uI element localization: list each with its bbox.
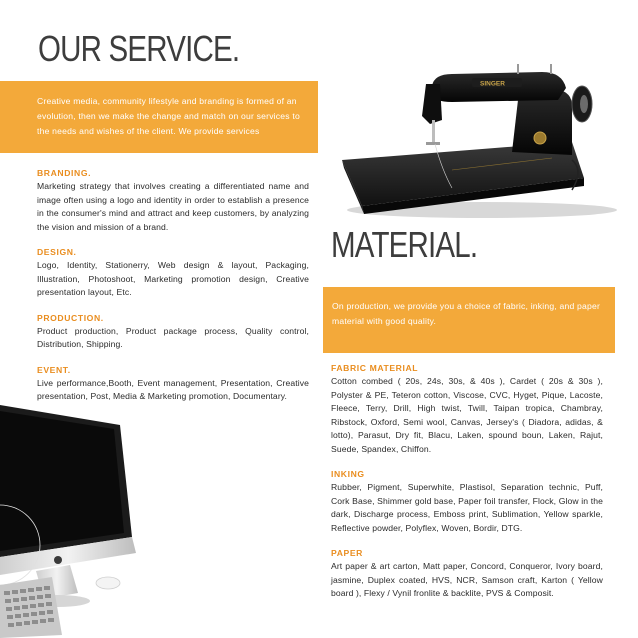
section-heading: BRANDING. (37, 168, 92, 178)
service-section-branding (37, 167, 309, 234)
computer-image (0, 405, 180, 638)
machine-brand-label: SINGER (480, 80, 505, 88)
service-intro-text: Creative media, community lifestyle and branding is formed of an evolution, then we make the change and match on our services to the needs and wishes of the client. We provide services (37, 96, 300, 136)
material-sections (331, 362, 603, 613)
service-section-design (37, 246, 309, 300)
section-heading: FABRIC MATERIAL (331, 363, 419, 373)
sewing-machine-image (322, 60, 622, 220)
section-heading: PAPER (331, 548, 363, 558)
section-body: Marketing strategy that involves creating a differentiated name and image often using a logo and identity in order to establish a presence in the consumer's mind and attract and keep customers, by analyzing the vision and mission of a brand. (37, 181, 309, 232)
section-heading: DESIGN. (37, 247, 77, 257)
section-body: Live performance,Booth, Event management, Presentation, Creative presentation, Post, Media & Marketing promotion, Documentary. (37, 377, 309, 401)
material-intro-text: On production, we provide you a choice of fabric, inking, and paper material with good quality. (332, 301, 601, 326)
service-section-production (37, 312, 309, 352)
material-section-inking (331, 468, 603, 535)
section-heading: EVENT. (37, 364, 71, 375)
section-body: Rubber, Pigment, Superwhite, Plastisol, Separation technic, Puff, Cork Base, Shimmer gold base, Paper foil transfer, Flock, Glow in the dark, Discharge process, Emboss print, Sublimation, Yellow sparkle, Reflective powder, Polyflex, Woven, Bordir, DTG. (331, 482, 603, 533)
material-section-paper (331, 547, 603, 601)
section-heading: PRODUCTION. (37, 312, 104, 323)
material-title: MATERIAL. (331, 224, 478, 265)
section-body: Product production, Product package process, Quality control, Distribution, Shipping. (37, 325, 309, 349)
service-section-event (37, 364, 309, 404)
section-body: Art paper & art carton, Matt paper, Concord, Conqueror, Ivory board, jasmine, Duplex coated, HVS, NCR, Samson craft, Karton ( Yellow board ), Flexy / Vynil fronlite & backlite, PVS & Composit. (331, 561, 603, 598)
section-body: Logo, Identity, Stationerry, Web design & layout, Packaging, Illustration, Photoshoot, Marketing promotion design, Creative presentation layout, Etc. (37, 260, 309, 297)
section-heading: INKING (331, 469, 365, 479)
service-sections (37, 167, 309, 416)
service-title: OUR SERVICE. (38, 28, 240, 69)
material-intro-band (323, 287, 615, 353)
service-intro-band (0, 81, 318, 153)
material-section-fabric (331, 362, 603, 456)
section-body: Cotton combed ( 20s, 24s, 30s, & 40s ), Cardet ( 20s & 30s ), Polyster & PE, Teteron cotton, Viscose, CVC, Hyget, Pique, Lacoste, Fleece, Terry, Drill, High twist, Twill, Taipan tropica, Chambray, Ribstock, Oxford, Semi wool, Canvas, Jersey's ( Diadora, adidas, & lotto), Parasut, Dry fit, Blacu, Laken, spound boun, Laken, Rajut, Suede, Spandex, Chiffon. (331, 376, 603, 454)
